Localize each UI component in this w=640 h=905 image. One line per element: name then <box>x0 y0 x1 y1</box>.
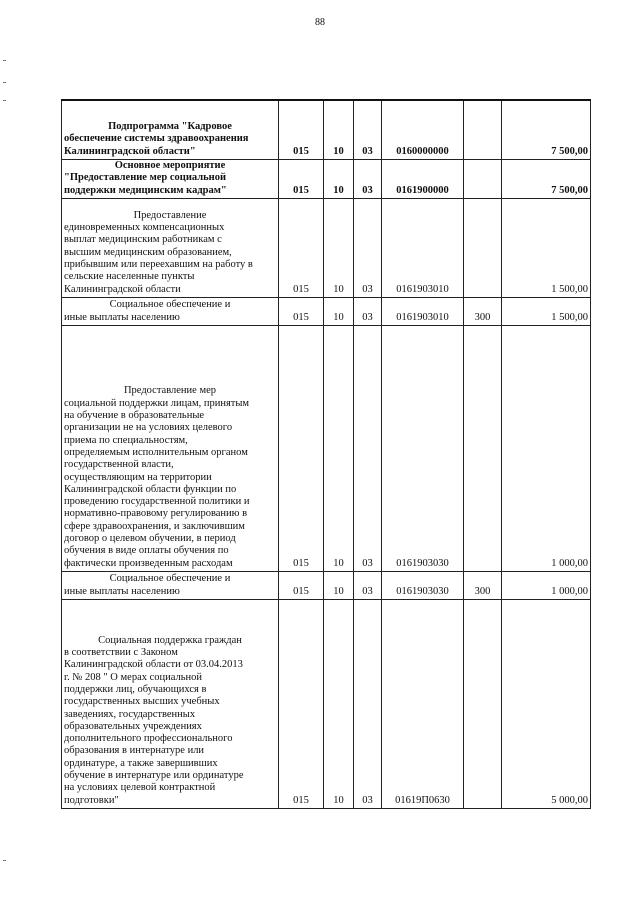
row-subsection-code: 03 <box>354 160 382 199</box>
row-target-code: 0161903030 <box>382 571 464 599</box>
row-amount: 7 500,00 <box>502 160 591 199</box>
row-name: Социальное обеспечение и иные выплаты населению <box>62 297 279 325</box>
row-expense-type: 300 <box>464 571 502 599</box>
table-row <box>62 100 591 160</box>
row-expense-type: 300 <box>464 297 502 325</box>
margin-mark <box>3 82 6 83</box>
row-ministry-code: 015 <box>279 100 324 160</box>
row-name: Социальное обеспечение и иные выплаты населению <box>62 571 279 599</box>
margin-mark <box>3 60 6 61</box>
row-name: Предоставление мер социальной поддержки лицам, принятым на обучение в образовательные организации не на условиях целевого приема по специальностям, определяемым исполнительным органом государственной власти, осуществляющим на территории Калининградской области функции по проведению государственной политики и нормативно-правовому регулированию в сфере здравоохранения, и заключившим договор о целевом обучении, в период обучения в виде оплаты обучения по фактически произведенным расходам <box>62 325 279 571</box>
row-amount: 1 000,00 <box>502 571 591 599</box>
table-row <box>62 599 591 808</box>
row-section-code: 10 <box>324 198 354 297</box>
row-expense-type <box>464 100 502 160</box>
row-expense-type <box>464 325 502 571</box>
row-subsection-code: 03 <box>354 100 382 160</box>
row-section-code: 10 <box>324 297 354 325</box>
budget-table <box>61 99 591 809</box>
row-expense-type <box>464 198 502 297</box>
row-section-code: 10 <box>324 100 354 160</box>
row-target-code: 0161903010 <box>382 297 464 325</box>
margin-mark <box>3 860 6 861</box>
table-row <box>62 198 591 297</box>
table-row <box>62 571 591 599</box>
row-amount: 7 500,00 <box>502 100 591 160</box>
row-ministry-code: 015 <box>279 571 324 599</box>
page-number: 88 <box>315 17 325 28</box>
row-expense-type <box>464 160 502 199</box>
row-section-code: 10 <box>324 325 354 571</box>
margin-mark <box>3 100 6 101</box>
row-target-code: 0161903030 <box>382 325 464 571</box>
row-section-code: 10 <box>324 571 354 599</box>
row-name: Основное мероприятие "Предоставление мер социальной поддержки медицинским кадрам" <box>62 160 279 199</box>
row-name: Социальная поддержка граждан в соответствии с Законом Калининградской области от 03.04.2013 г. № 208 " О мерах социальной поддержки лиц, обучающихся в государственных высших учебных заведениях, государственных образовательных учреждениях дополнительного профессионального образования в интернатуре или ординатуре, а также завершивших обучение в интернатуре или ординатуре на условиях целевой контрактной подготовки" <box>62 599 279 808</box>
row-section-code: 10 <box>324 599 354 808</box>
table-body <box>62 100 591 808</box>
row-amount: 1 500,00 <box>502 297 591 325</box>
row-ministry-code: 015 <box>279 599 324 808</box>
row-target-code: 0161900000 <box>382 160 464 199</box>
row-section-code: 10 <box>324 160 354 199</box>
row-amount: 5 000,00 <box>502 599 591 808</box>
row-name: Подпрограмма "Кадровое обеспечение системы здравоохранения Калининградской области" <box>62 100 279 160</box>
row-subsection-code: 03 <box>354 297 382 325</box>
row-expense-type <box>464 599 502 808</box>
row-target-code: 0160000000 <box>382 100 464 160</box>
row-subsection-code: 03 <box>354 325 382 571</box>
row-subsection-code: 03 <box>354 571 382 599</box>
row-amount: 1 500,00 <box>502 198 591 297</box>
row-ministry-code: 015 <box>279 198 324 297</box>
table-row <box>62 297 591 325</box>
table-row <box>62 160 591 199</box>
table-row <box>62 325 591 571</box>
row-name: Предоставление единовременных компенсационных выплат медицинским работникам с высшим медицинским образованием, прибывшим или переехавшим на работу в сельские населенные пункты Калининградской области <box>62 198 279 297</box>
row-target-code: 0161903010 <box>382 198 464 297</box>
row-ministry-code: 015 <box>279 297 324 325</box>
row-subsection-code: 03 <box>354 198 382 297</box>
row-ministry-code: 015 <box>279 325 324 571</box>
row-subsection-code: 03 <box>354 599 382 808</box>
row-ministry-code: 015 <box>279 160 324 199</box>
row-amount: 1 000,00 <box>502 325 591 571</box>
row-target-code: 01619П0630 <box>382 599 464 808</box>
